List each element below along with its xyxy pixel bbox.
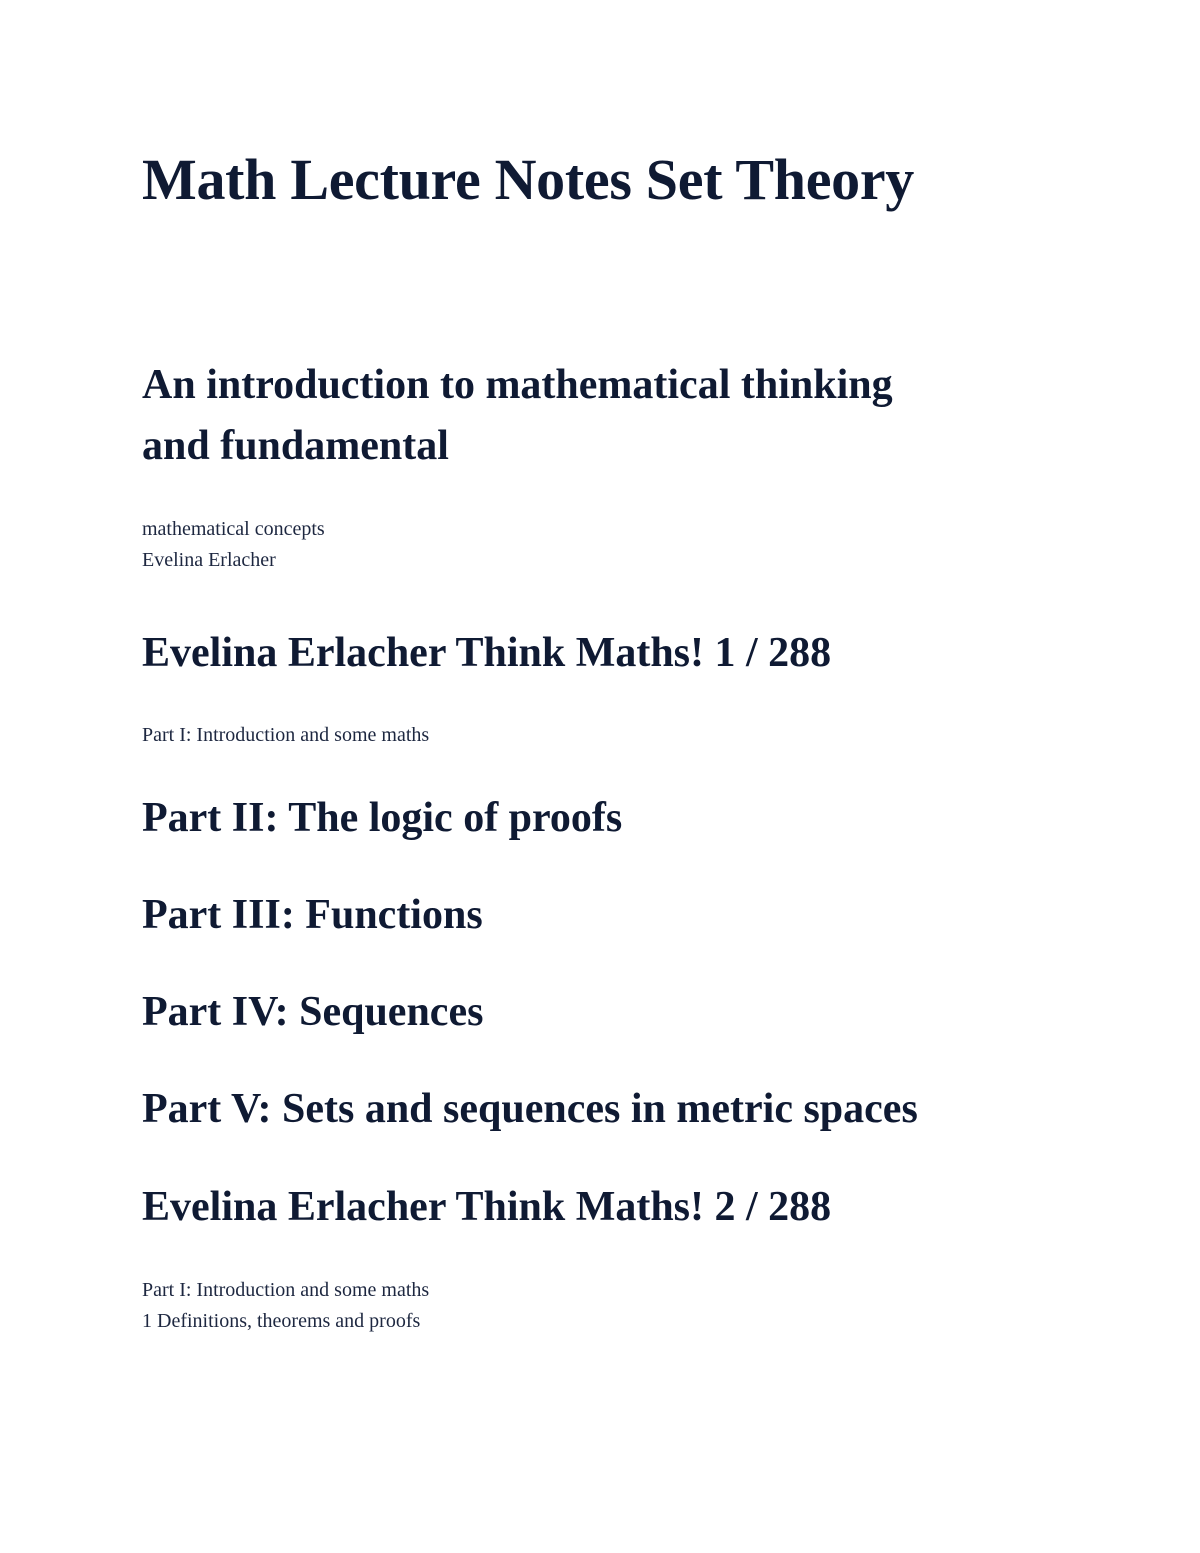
subtitle-continued: mathematical concepts	[142, 518, 325, 540]
part-v-heading: Part V: Sets and sequences in metric spaces	[142, 1086, 918, 1132]
part-iii-heading: Part III: Functions	[142, 892, 483, 938]
part-i-label-2: Part I: Introduction and some maths	[142, 1279, 430, 1301]
part-iv-heading: Part IV: Sequences	[142, 989, 484, 1035]
document-title: Math Lecture Notes Set Theory	[142, 147, 915, 212]
author-name: Evelina Erlacher	[142, 549, 276, 571]
page-header-2: Evelina Erlacher Think Maths! 2 / 288	[142, 1184, 832, 1230]
part-i-label-1: Part I: Introduction and some maths	[142, 724, 430, 746]
part-ii-heading: Part II: The logic of proofs	[142, 795, 623, 841]
section-1-heading: 1 Definitions, theorems and proofs	[142, 1310, 421, 1332]
subtitle-line-2: and fundamental	[142, 423, 449, 469]
subtitle-line-1: An introduction to mathematical thinking	[142, 362, 893, 408]
page-header-1: Evelina Erlacher Think Maths! 1 / 288	[142, 630, 832, 676]
